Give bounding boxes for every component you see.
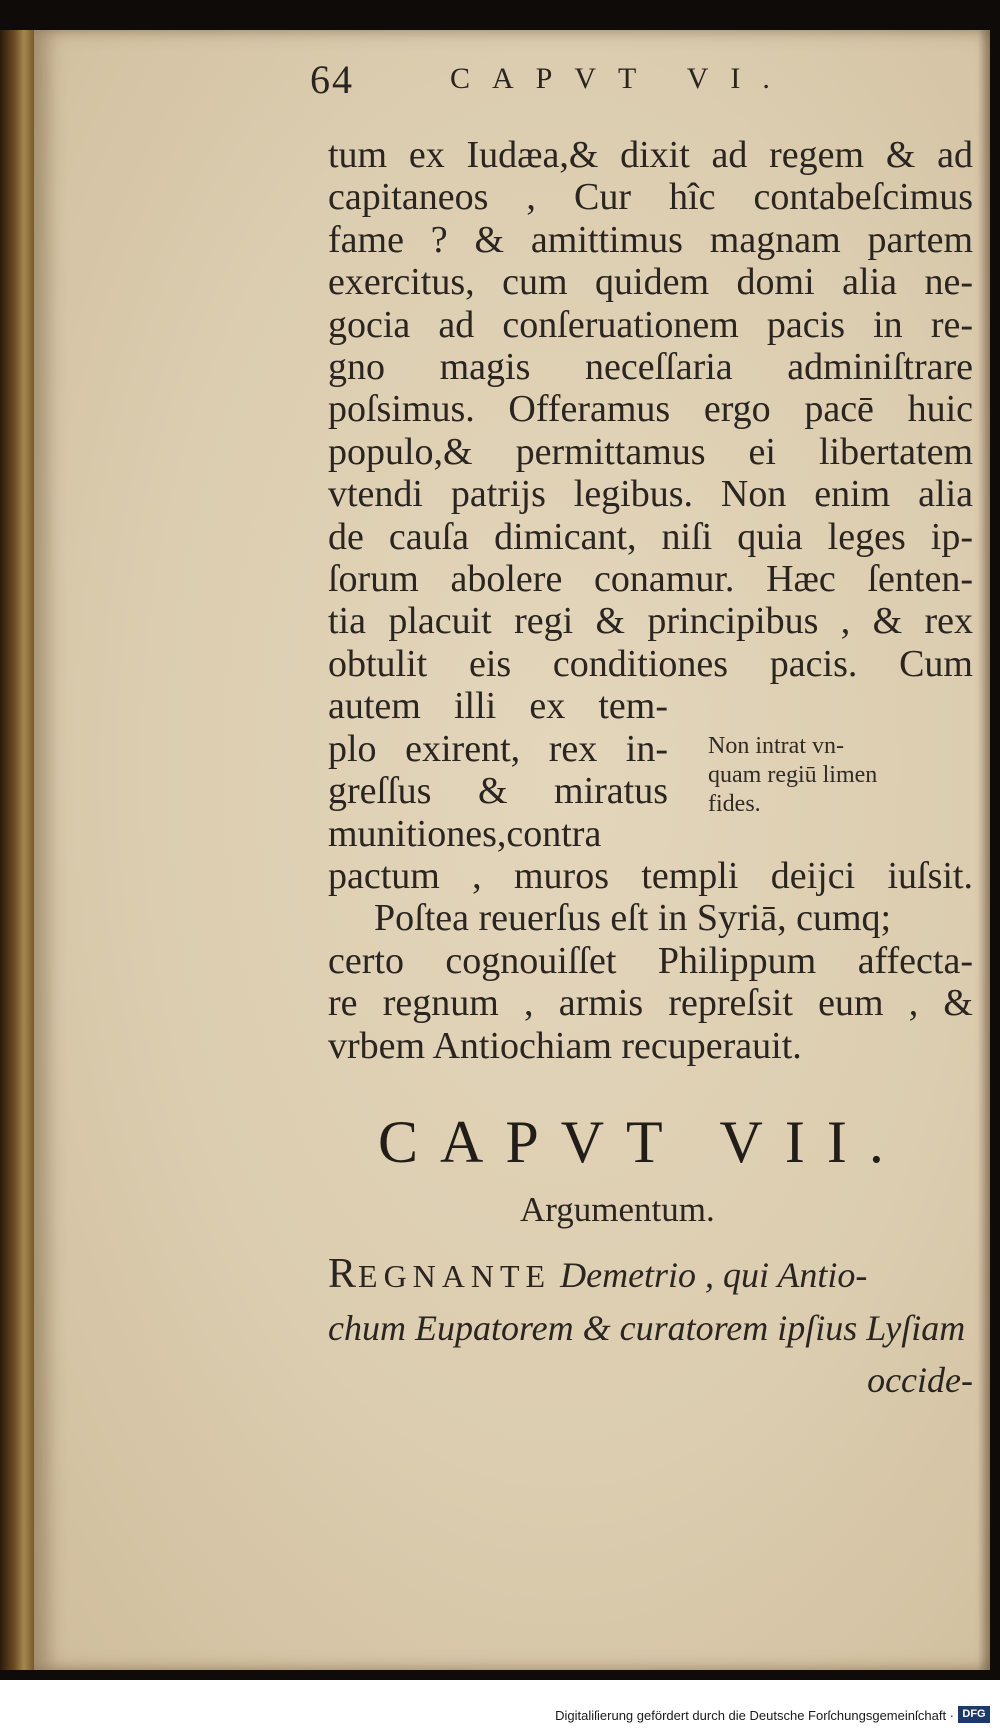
body-text bbox=[328, 134, 973, 1067]
page-header bbox=[310, 56, 870, 116]
body-line: capitaneos , Cur hîc contabeſcimus bbox=[328, 176, 973, 219]
margin-note-line: fides. bbox=[708, 791, 761, 817]
argument-text bbox=[328, 1248, 973, 1406]
page-number: 64 bbox=[310, 57, 354, 102]
margin-note-line: Non intrat vn- bbox=[708, 733, 844, 759]
argument-heading: Argumentum. bbox=[520, 1190, 715, 1229]
body-line: Poſtea reuerſus eſt in Syriā, cumq; bbox=[374, 897, 892, 940]
body-line: ſorum abolere conamur. Hæc ſenten- bbox=[328, 558, 973, 601]
body-line: fame ? & amittimus magnam partem bbox=[328, 218, 973, 261]
running-head: CAPVT VI. bbox=[450, 62, 792, 95]
initial-letter: R bbox=[328, 1251, 359, 1297]
body-line: munitiones,contra bbox=[328, 812, 602, 855]
body-line: exercitus, cum quidem domi alia ne- bbox=[328, 261, 973, 304]
body-line: certo cognouiſſet Philippum affecta- bbox=[328, 939, 973, 982]
small-caps-opening bbox=[328, 1251, 552, 1297]
body-line: autem illi ex tem- bbox=[328, 685, 668, 728]
argument-line: chum Eupatorem & curatorem ipſius Lyſiam bbox=[328, 1308, 966, 1348]
body-line: gno magis neceſſaria adminiſtrare bbox=[328, 346, 973, 389]
body-line: vrbem Antiochiam recuperauit. bbox=[328, 1024, 802, 1067]
page-gutter-shadow bbox=[978, 30, 990, 1670]
body-line: tia placuit regi & principibus , & rex bbox=[328, 600, 973, 643]
margin-note-line: quam regiū limen bbox=[708, 762, 878, 788]
body-line: de cauſa dimicant, niſi quia leges ip- bbox=[328, 515, 973, 558]
dfg-logo: DFG bbox=[958, 1706, 990, 1723]
body-line: pactum , muros templi deijci iuſsit. bbox=[328, 854, 973, 897]
small-caps-word: EGNANTE bbox=[358, 1258, 552, 1294]
body-line: plo exirent, rex in- bbox=[328, 727, 668, 770]
argument-line-rest: Demetrio , qui Antio- bbox=[551, 1255, 868, 1295]
catchword: occide- bbox=[867, 1360, 973, 1400]
argument-line bbox=[328, 1248, 973, 1302]
body-line: greſſus & miratus bbox=[328, 770, 668, 813]
chapter-title: CAPVT VII. bbox=[378, 1109, 906, 1175]
body-line: poſsimus. Offeramus ergo pacē huic bbox=[328, 388, 973, 431]
margin-note bbox=[708, 732, 973, 819]
body-line: gocia ad conſeruationem pacis in re- bbox=[328, 303, 973, 346]
footer-credit: Digitaliſierung gefördert durch die Deutsche Forſchungsgemeinſchaft · bbox=[555, 1708, 954, 1723]
body-line: tum ex Iudæa,& dixit ad regem & ad bbox=[328, 134, 973, 176]
body-line: populo,& permittamus ei libertatem bbox=[328, 430, 973, 473]
body-line: obtulit eis conditiones pacis. Cum bbox=[328, 642, 973, 685]
body-line: re regnum , armis repreſsit eum , & bbox=[328, 982, 973, 1025]
body-line: vtendi patrijs legibus. Non enim alia bbox=[328, 473, 973, 516]
